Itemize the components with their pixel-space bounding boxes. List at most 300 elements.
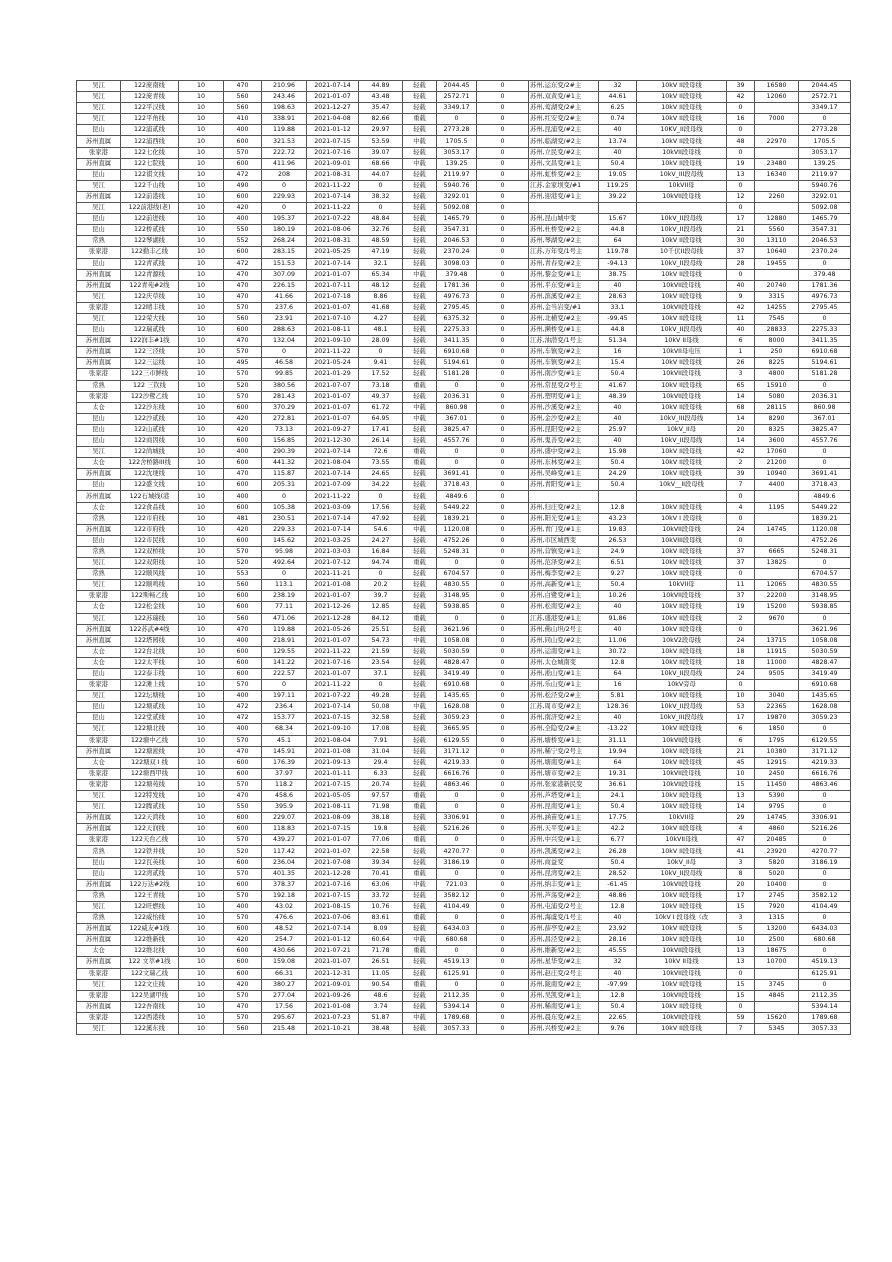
table-cell: 2021-07-14 xyxy=(307,191,359,202)
table-cell: 10 xyxy=(179,702,224,713)
table-cell: 0 xyxy=(477,103,529,114)
table-cell: 50.4 xyxy=(599,480,637,491)
table-cell: 0 xyxy=(477,402,529,413)
table-cell: 10 xyxy=(179,901,224,912)
table-cell: 19.8 xyxy=(359,824,403,835)
table-cell: 10 xyxy=(179,302,224,313)
table-cell: 轻载 xyxy=(403,813,437,824)
table-cell: 238.19 xyxy=(262,591,307,602)
table-cell: 2021-07-11 xyxy=(307,280,359,291)
table-cell: 11 xyxy=(727,313,755,324)
table-cell: 48.6 xyxy=(359,990,403,1001)
table-cell: 轻载 xyxy=(403,924,437,935)
table-cell: 122泰丰线 xyxy=(121,668,179,679)
table-cell: 10kVIII段母线 xyxy=(637,535,727,546)
table-cell: 10kV II段母线 xyxy=(637,502,727,513)
table-cell: 10kV II段母线 xyxy=(637,613,727,624)
table-cell: 苏州,商益变 xyxy=(529,857,599,868)
table-cell: 2021-07-16 xyxy=(307,657,359,668)
table-cell: 5194.61 xyxy=(799,358,851,369)
table-cell: 210.96 xyxy=(262,81,307,92)
table-cell: 吴江 xyxy=(77,291,121,302)
table-cell: 25.97 xyxy=(599,424,637,435)
table-cell: 重载 xyxy=(403,979,437,990)
table-cell: 7.91 xyxy=(359,735,403,746)
table-cell: 3292.01 xyxy=(437,191,477,202)
table-cell: 2 xyxy=(727,613,755,624)
table-cell: 122塘中乙线 xyxy=(121,735,179,746)
table-cell: 张家港 xyxy=(77,835,121,846)
table-cell: 48.1 xyxy=(359,325,403,336)
table-cell: 12.8 xyxy=(599,502,637,513)
table-cell: 222.72 xyxy=(262,147,307,158)
table-row xyxy=(77,935,851,946)
table-body xyxy=(77,81,851,1035)
table-cell: 94.74 xyxy=(359,558,403,569)
table-cell: 2021-07-14 xyxy=(307,513,359,524)
table-cell: 苏州,双黄变/#1主 xyxy=(529,92,599,103)
table-cell: 0 xyxy=(799,913,851,924)
table-row xyxy=(77,136,851,147)
table-cell: 236.04 xyxy=(262,857,307,868)
table-cell: 122双阳线 xyxy=(121,558,179,569)
table-cell: 37.1 xyxy=(359,668,403,679)
table-cell: 昆山 xyxy=(77,868,121,879)
table-cell: 苏州,塑明变/#1主 xyxy=(529,391,599,402)
table-cell: 轻载 xyxy=(403,957,437,968)
table-row xyxy=(77,846,851,857)
table-cell: 5345 xyxy=(755,1023,799,1034)
table-cell: 0 xyxy=(437,802,477,813)
table-cell: 6910.68 xyxy=(437,347,477,358)
table-cell: 10 xyxy=(179,258,224,269)
table-cell: 3057.33 xyxy=(799,1023,851,1034)
table-cell: 10 xyxy=(179,835,224,846)
table-cell: 4849.6 xyxy=(437,491,477,502)
table-cell: 10 xyxy=(727,935,755,946)
table-cell: 16.84 xyxy=(359,546,403,557)
table-cell: 10 xyxy=(179,580,224,591)
table-cell: 江苏,金家坝变/#1 xyxy=(529,180,599,191)
table-cell: 10kV_III段母线 xyxy=(637,713,727,724)
table-cell: 苏州,昆浦变/#2主 xyxy=(529,125,599,136)
table-cell: 苏州,芦塔变/#1主 xyxy=(529,791,599,802)
table-cell: 18 xyxy=(727,646,755,657)
table-cell: 71.78 xyxy=(359,946,403,957)
table-cell: 0 xyxy=(359,347,403,358)
table-cell: 243.46 xyxy=(262,92,307,103)
table-cell: 68 xyxy=(727,402,755,413)
table-cell: 40 xyxy=(599,402,637,413)
table-cell: 常熟 xyxy=(77,236,121,247)
table-cell: 281.43 xyxy=(262,391,307,402)
table-cell: 10kV II段母线 xyxy=(637,136,727,147)
table-cell: 苏州,营镇变/#1主 xyxy=(529,546,599,557)
table-cell: -99.45 xyxy=(599,313,637,324)
table-cell: 105.38 xyxy=(262,502,307,513)
table-cell: 轻载 xyxy=(403,624,437,635)
table-cell: 5938.85 xyxy=(799,602,851,613)
table-cell: 13200 xyxy=(755,924,799,935)
table-cell: 10kVII母 xyxy=(637,580,727,591)
table-cell: 24 xyxy=(727,668,755,679)
table-cell: 40 xyxy=(599,280,637,291)
table-cell: 520 xyxy=(224,558,262,569)
table-cell: 3148.95 xyxy=(437,591,477,602)
table-cell: 4 xyxy=(727,502,755,513)
table-cell: 苏州,车镇变/#2主 xyxy=(529,347,599,358)
table-cell: 轻载 xyxy=(403,81,437,92)
table-cell: 3148.95 xyxy=(799,591,851,602)
table-cell: 吴江 xyxy=(77,724,121,735)
table-cell: 6616.76 xyxy=(437,768,477,779)
table-cell: 常熟 xyxy=(77,890,121,901)
table-row xyxy=(77,502,851,513)
table-row xyxy=(77,158,851,169)
table-cell: 23920 xyxy=(755,846,799,857)
table-row xyxy=(77,591,851,602)
table-cell: 122旺燃线 xyxy=(121,901,179,912)
data-table xyxy=(76,80,851,1035)
table-cell: 2036.31 xyxy=(799,391,851,402)
table-cell: 1465.79 xyxy=(437,214,477,225)
table-cell: 570 xyxy=(224,546,262,557)
table-cell: 10kVII段母线 xyxy=(637,735,727,746)
table-cell: 昆山 xyxy=(77,258,121,269)
table-cell: 5030.59 xyxy=(437,646,477,657)
table-cell: 122松金线 xyxy=(121,602,179,613)
table-cell: 295.67 xyxy=(262,1012,307,1023)
table-cell: 2021-07-15 xyxy=(307,136,359,147)
table-cell: 重载 xyxy=(403,913,437,924)
table-cell: 122湾贰线 xyxy=(121,868,179,879)
table-cell: 0 xyxy=(477,824,529,835)
table-cell: 吴江 xyxy=(77,92,121,103)
table-cell: 10kVII母 xyxy=(637,180,727,191)
table-cell: 吴江 xyxy=(77,558,121,569)
table-cell: 560 xyxy=(224,92,262,103)
table-cell: 64 xyxy=(599,236,637,247)
table-cell: 600 xyxy=(224,591,262,602)
table-cell: 470 xyxy=(224,291,262,302)
table-row xyxy=(77,1001,851,1012)
table-cell: 苏州直属 xyxy=(77,957,121,968)
table-cell: 5181.28 xyxy=(799,369,851,380)
table-cell: 10kV II段母线 xyxy=(637,724,727,735)
table-cell: 122苏武#4线 xyxy=(121,624,179,635)
table-cell: 47.19 xyxy=(359,247,403,258)
table-cell: 4830.55 xyxy=(437,580,477,591)
table-cell: 44.61 xyxy=(599,92,637,103)
table-cell: 轻载 xyxy=(403,1023,437,1034)
table-cell: 1850 xyxy=(755,724,799,735)
table-cell: 10 xyxy=(179,935,224,946)
table-cell: 22.58 xyxy=(359,846,403,857)
table-cell: 41.66 xyxy=(262,291,307,302)
table-cell: 250 xyxy=(755,347,799,358)
table-cell: 122塘北线 xyxy=(121,724,179,735)
table-cell: 570 xyxy=(224,868,262,879)
table-cell: 1058.08 xyxy=(799,635,851,646)
table-cell: 4863.46 xyxy=(799,779,851,790)
table-cell: 1 xyxy=(727,347,755,358)
table-cell: 119.25 xyxy=(599,180,637,191)
table-row xyxy=(77,535,851,546)
table-cell: 苏州,常昆变/2号主 xyxy=(529,380,599,391)
table-cell: 19.31 xyxy=(599,768,637,779)
table-cell: 中载 xyxy=(403,524,437,535)
table-cell: -94.13 xyxy=(599,258,637,269)
table-cell: 0 xyxy=(799,613,851,624)
table-cell: 10kV_II段母线 xyxy=(637,325,727,336)
table-cell: 苏州,纳丰变/#1主 xyxy=(529,879,599,890)
table-cell: 4519.13 xyxy=(799,957,851,968)
table-cell: 轻载 xyxy=(403,779,437,790)
table-cell: 400 xyxy=(224,901,262,912)
table-row xyxy=(77,413,851,424)
table-cell: 苏州直属 xyxy=(77,746,121,757)
table-cell: 10 xyxy=(179,558,224,569)
table-row xyxy=(77,92,851,103)
table-cell: 0 xyxy=(359,203,403,214)
table-cell: 33.72 xyxy=(359,890,403,901)
table-cell: 中载 xyxy=(403,1012,437,1023)
table-cell: 156.85 xyxy=(262,436,307,447)
table-cell: 50.4 xyxy=(599,369,637,380)
table-cell: 54.6 xyxy=(359,524,403,535)
table-cell: 2572.71 xyxy=(799,92,851,103)
table-cell: 10 xyxy=(179,757,224,768)
table-cell: 13 xyxy=(727,169,755,180)
table-cell: 420 xyxy=(224,935,262,946)
table-cell: 600 xyxy=(224,158,262,169)
table-cell: 2021-05-25 xyxy=(307,247,359,258)
table-cell: 28.52 xyxy=(599,868,637,879)
table-cell: 0 xyxy=(477,635,529,646)
table-cell: 8 xyxy=(727,868,755,879)
table-cell: 苏州,红安变/2#主 xyxy=(529,114,599,125)
table-cell: 472 xyxy=(224,258,262,269)
table-cell: 0 xyxy=(477,191,529,202)
table-cell: 471.06 xyxy=(262,613,307,624)
table-cell: 轻载 xyxy=(403,258,437,269)
table-cell: 34.22 xyxy=(359,480,403,491)
table-cell xyxy=(755,569,799,580)
table-row xyxy=(77,613,851,624)
table-cell: 1628.08 xyxy=(437,702,477,713)
table-cell: 3621.96 xyxy=(437,624,477,635)
table-cell: 0 xyxy=(437,913,477,924)
table-cell: 2021-12-26 xyxy=(307,602,359,613)
table-cell: 9.41 xyxy=(359,358,403,369)
table-cell: 192.18 xyxy=(262,890,307,901)
table-cell: 0 xyxy=(437,558,477,569)
table-cell: 4557.76 xyxy=(437,436,477,447)
table-cell: 苏州,张家港新民变 xyxy=(529,779,599,790)
table-cell: 73.13 xyxy=(262,424,307,435)
table-cell: 轻载 xyxy=(403,657,437,668)
table-row xyxy=(77,458,851,469)
table-cell: 122润丰#1线 xyxy=(121,336,179,347)
table-cell: 36.61 xyxy=(599,779,637,790)
table-cell: 2021-07-14 xyxy=(307,447,359,458)
table-cell: 3582.12 xyxy=(799,890,851,901)
table-cell: 40 xyxy=(599,413,637,424)
table-cell: 218.91 xyxy=(262,635,307,646)
table-cell: 苏州,梅李变/#2主 xyxy=(529,569,599,580)
table-cell: 0 xyxy=(477,735,529,746)
table-cell: 122浦贰线 xyxy=(121,125,179,136)
table-cell: 2021-04-08 xyxy=(307,114,359,125)
table-cell: 轻载 xyxy=(403,990,437,1001)
table-cell: 5092.08 xyxy=(799,203,851,214)
table-cell: 2021-05-24 xyxy=(307,358,359,369)
table-cell: 0 xyxy=(477,713,529,724)
table-cell: 680.68 xyxy=(437,935,477,946)
table-cell: 1628.08 xyxy=(799,702,851,713)
table-cell: 0 xyxy=(477,291,529,302)
table-row xyxy=(77,668,851,679)
table-row xyxy=(77,768,851,779)
table-cell: 2021-08-11 xyxy=(307,802,359,813)
table-cell: 195.37 xyxy=(262,214,307,225)
table-cell: 97.57 xyxy=(359,791,403,802)
table-cell: 122塔园线 xyxy=(121,635,179,646)
table-cell: 3040 xyxy=(755,691,799,702)
table-cell: 10 xyxy=(179,635,224,646)
table-cell: 0 xyxy=(477,258,529,269)
table-cell: 229.93 xyxy=(262,191,307,202)
table-cell: 1195 xyxy=(755,502,799,513)
table-cell: 0 xyxy=(437,613,477,624)
table-cell: 600 xyxy=(224,191,262,202)
table-cell: 6704.57 xyxy=(437,569,477,580)
table-cell: 8.86 xyxy=(359,291,403,302)
table-cell: 0 xyxy=(477,380,529,391)
table-cell: 苏州,金当岩变/#1 xyxy=(529,302,599,313)
table-cell: 23.92 xyxy=(599,924,637,935)
table-cell: 122七化线 xyxy=(121,147,179,158)
table-cell: 5390 xyxy=(755,791,799,802)
table-cell: 苏州直属 xyxy=(77,813,121,824)
table-cell: 2021-03-09 xyxy=(307,502,359,513)
table-cell: 439.27 xyxy=(262,835,307,846)
table-cell: 10kV II段母线 xyxy=(637,846,727,857)
table-cell: 32 xyxy=(599,81,637,92)
table-row xyxy=(77,857,851,868)
table-cell: 中载 xyxy=(403,635,437,646)
table-cell: 0 xyxy=(477,391,529,402)
table-cell: 28.63 xyxy=(599,291,637,302)
table-cell: 64.95 xyxy=(359,413,403,424)
table-cell: 10kV_II段母线 xyxy=(637,702,727,713)
table-cell: 28115 xyxy=(755,402,799,413)
table-cell: 60.64 xyxy=(359,935,403,946)
table-cell: 12.8 xyxy=(599,657,637,668)
table-cell: 10 xyxy=(179,458,224,469)
table-cell: 42.2 xyxy=(599,824,637,835)
table-cell: 轻载 xyxy=(403,369,437,380)
table-cell: 6665 xyxy=(755,546,799,557)
table-cell: 420 xyxy=(224,524,262,535)
table-cell: 122塘双 I 线 xyxy=(121,757,179,768)
table-cell: 10kV II段母线 xyxy=(637,380,727,391)
table-cell: 轻载 xyxy=(403,591,437,602)
table-cell: 14 xyxy=(727,413,755,424)
table-cell: 0 xyxy=(262,347,307,358)
table-cell: 31.11 xyxy=(599,735,637,746)
table-cell: 苏州,琴湖变/#2主 xyxy=(529,236,599,247)
table-cell: 570 xyxy=(224,779,262,790)
table-cell: 2046.53 xyxy=(799,236,851,247)
table-cell: 48.12 xyxy=(359,280,403,291)
table-cell: 10 xyxy=(179,347,224,358)
table-cell: 122维新线 xyxy=(121,935,179,946)
table-cell: 0 xyxy=(477,813,529,824)
table-cell: 2021-07-15 xyxy=(307,890,359,901)
table-cell: 45 xyxy=(727,757,755,768)
table-cell xyxy=(599,491,637,502)
table-cell: 10kV II段母线 xyxy=(637,802,727,813)
table-cell: 0 xyxy=(477,857,529,868)
table-cell: 13110 xyxy=(755,236,799,247)
table-cell: 20.2 xyxy=(359,580,403,591)
table-cell: 5194.61 xyxy=(437,358,477,369)
table-cell: 2021-07-10 xyxy=(307,313,359,324)
table-cell: 10 xyxy=(179,691,224,702)
table-cell: 10kV II段母线 xyxy=(637,358,727,369)
table-cell: 38.18 xyxy=(359,813,403,824)
table-cell: 轻载 xyxy=(403,569,437,580)
table-row xyxy=(77,680,851,691)
table-cell: 0 xyxy=(477,458,529,469)
table-cell: 122市民线 xyxy=(121,535,179,546)
table-cell: 9670 xyxy=(755,613,799,624)
table-cell: 570 xyxy=(224,1012,262,1023)
table-row xyxy=(77,491,851,502)
table-cell: 476.6 xyxy=(262,913,307,924)
table-cell: 0 xyxy=(262,680,307,691)
table-cell: 560 xyxy=(224,613,262,624)
table-cell: 10 xyxy=(179,225,224,236)
table-cell: 0 xyxy=(477,879,529,890)
table-cell: 吴江 xyxy=(77,791,121,802)
table-cell: 38.32 xyxy=(359,191,403,202)
table-cell: 3.74 xyxy=(359,1001,403,1012)
table-cell: 208 xyxy=(262,169,307,180)
table-cell: 8325 xyxy=(755,424,799,435)
table-cell: 2021-07-08 xyxy=(307,857,359,868)
table-cell: 229.33 xyxy=(262,524,307,535)
table-cell: 10kV II段母线 xyxy=(637,624,727,635)
table-cell: 10 xyxy=(179,236,224,247)
table-cell: 轻载 xyxy=(403,824,437,835)
table-row xyxy=(77,757,851,768)
table-cell: 3306.91 xyxy=(799,813,851,824)
table-cell: 570 xyxy=(224,369,262,380)
table-cell: 轻载 xyxy=(403,735,437,746)
table-cell: 苏州,赵庄变/2号主 xyxy=(529,968,599,979)
table-cell: 5940.76 xyxy=(437,180,477,191)
table-cell: 0 xyxy=(477,280,529,291)
table-cell: 0 xyxy=(477,313,529,324)
table-cell: 10千伏II段母线 xyxy=(637,247,727,258)
table-cell: 10 xyxy=(179,535,224,546)
table-cell: 10 xyxy=(179,491,224,502)
table-cell: 中载 xyxy=(403,413,437,424)
table-cell: 13715 xyxy=(755,635,799,646)
table-cell: 84.12 xyxy=(359,613,403,624)
